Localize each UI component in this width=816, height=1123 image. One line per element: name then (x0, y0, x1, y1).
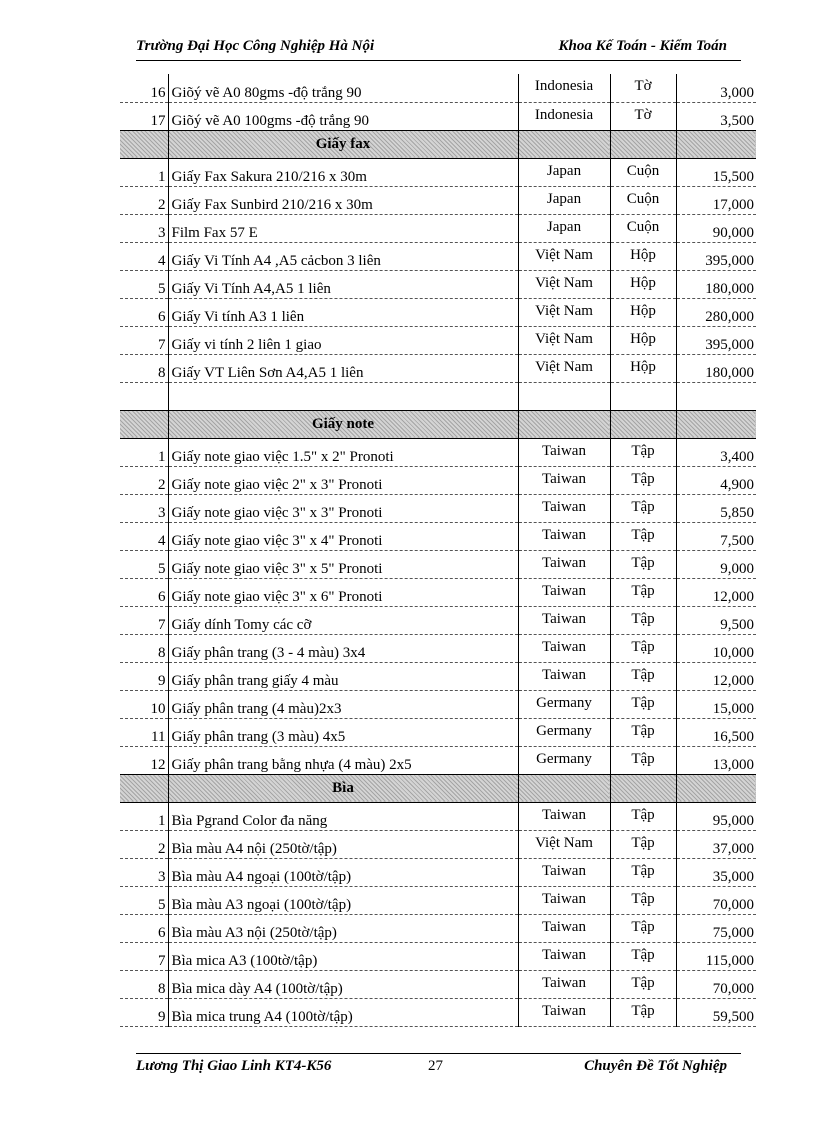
table-row (120, 494, 756, 522)
row-number: 2 (120, 466, 168, 494)
product-name: Giấy phân trang (3 - 4 màu) 3x4 (168, 634, 518, 662)
product-price: 13,000 (676, 746, 756, 774)
product-name: Giấy Vi tính A3 1 liên (168, 298, 518, 326)
price-table-wrapper (120, 74, 756, 1027)
product-origin: Japan (518, 186, 610, 214)
product-origin: Taiwan (518, 998, 610, 1026)
product-unit: Cuộn (610, 158, 676, 186)
product-price: 180,000 (676, 270, 756, 298)
product-name: Bìa Pgrand Color đa năng (168, 802, 518, 830)
product-name: Giấy Fax Sakura 210/216 x 30m (168, 158, 518, 186)
row-number: 9 (120, 662, 168, 690)
product-price: 59,500 (676, 998, 756, 1026)
product-name: Bìa màu A4 nội (250tờ/tập) (168, 830, 518, 858)
product-unit: Tập (610, 914, 676, 942)
section-cell-empty (676, 130, 756, 158)
product-name: Bìa mica trung A4 (100tờ/tập) (168, 998, 518, 1026)
section-cell-empty (120, 774, 168, 802)
product-name: Giấy phân trang (3 màu) 4x5 (168, 718, 518, 746)
product-name: Giấy dính Tomy các cỡ (168, 606, 518, 634)
table-row (120, 746, 756, 774)
row-number: 9 (120, 998, 168, 1026)
product-price: 70,000 (676, 886, 756, 914)
table-row (120, 942, 756, 970)
table-row (120, 718, 756, 746)
product-name: Giấy VT Liên Sơn A4,A5 1 liên (168, 354, 518, 382)
product-name: Giấy note giao việc 3" x 5" Pronoti (168, 550, 518, 578)
row-number: 1 (120, 438, 168, 466)
product-price: 35,000 (676, 858, 756, 886)
row-number: 3 (120, 858, 168, 886)
product-price: 115,000 (676, 942, 756, 970)
product-unit: Hộp (610, 270, 676, 298)
product-unit: Tập (610, 998, 676, 1026)
product-name: Giấy phân trang (4 màu)2x3 (168, 690, 518, 718)
product-origin: Việt Nam (518, 354, 610, 382)
section-cell-empty (610, 130, 676, 158)
table-row (120, 74, 756, 102)
product-unit: Hộp (610, 354, 676, 382)
row-number: 8 (120, 970, 168, 998)
header-school: Trường Đại Học Công Nghiệp Hà Nội (136, 38, 375, 54)
product-name: Giấy Vi Tính A4,A5 1 liên (168, 270, 518, 298)
product-origin: Taiwan (518, 438, 610, 466)
product-name: Bìa mica A3 (100tờ/tập) (168, 942, 518, 970)
product-name: Giấy Fax Sunbird 210/216 x 30m (168, 186, 518, 214)
blank-cell (120, 382, 168, 410)
row-number: 7 (120, 606, 168, 634)
product-unit: Hộp (610, 298, 676, 326)
product-unit: Tập (610, 886, 676, 914)
row-number: 6 (120, 914, 168, 942)
product-unit: Tập (610, 494, 676, 522)
product-name: Bìa màu A4 ngoại (100tờ/tập) (168, 858, 518, 886)
table-row (120, 214, 756, 242)
page-header (136, 38, 741, 61)
page-number: 27 (428, 1058, 443, 1074)
table-row (120, 326, 756, 354)
table-row (120, 858, 756, 886)
price-table-body (120, 74, 756, 1026)
table-row (120, 522, 756, 550)
table-row (120, 970, 756, 998)
product-price: 75,000 (676, 914, 756, 942)
row-number: 8 (120, 354, 168, 382)
row-number: 4 (120, 242, 168, 270)
product-unit: Tập (610, 578, 676, 606)
product-origin: Taiwan (518, 970, 610, 998)
product-name: Giấy phân trang giấy 4 màu (168, 662, 518, 690)
product-unit: Tập (610, 746, 676, 774)
product-origin: Taiwan (518, 942, 610, 970)
table-row (120, 690, 756, 718)
product-origin: Taiwan (518, 634, 610, 662)
blank-cell (168, 382, 518, 410)
page-footer (136, 1053, 741, 1078)
product-price: 15,000 (676, 690, 756, 718)
row-number: 4 (120, 522, 168, 550)
row-number: 7 (120, 942, 168, 970)
product-origin: Taiwan (518, 606, 610, 634)
product-unit: Tập (610, 718, 676, 746)
product-price: 17,000 (676, 186, 756, 214)
row-number: 5 (120, 550, 168, 578)
product-origin: Việt Nam (518, 242, 610, 270)
row-number: 6 (120, 298, 168, 326)
product-name: Giấy note giao việc 2" x 3" Pronoti (168, 466, 518, 494)
product-unit: Hộp (610, 326, 676, 354)
section-cell-empty (676, 774, 756, 802)
product-price: 16,500 (676, 718, 756, 746)
row-number: 7 (120, 326, 168, 354)
product-price: 3,000 (676, 74, 756, 102)
product-origin: Taiwan (518, 662, 610, 690)
product-price: 3,400 (676, 438, 756, 466)
row-number: 1 (120, 802, 168, 830)
section-header-row (120, 130, 756, 158)
product-origin: Taiwan (518, 522, 610, 550)
table-row (120, 354, 756, 382)
section-header-row (120, 410, 756, 438)
product-origin: Taiwan (518, 550, 610, 578)
row-number: 17 (120, 102, 168, 130)
product-price: 7,500 (676, 522, 756, 550)
product-name: Bìa mica dày A4 (100tờ/tập) (168, 970, 518, 998)
product-name: Giấy note giao việc 3" x 4" Pronoti (168, 522, 518, 550)
product-origin: Germany (518, 718, 610, 746)
product-origin: Taiwan (518, 494, 610, 522)
product-name: Film Fax 57 E (168, 214, 518, 242)
table-row (120, 662, 756, 690)
product-origin: Việt Nam (518, 270, 610, 298)
product-price: 395,000 (676, 242, 756, 270)
product-name: Giõý vẽ A0 100gms -độ trắng 90 (168, 102, 518, 130)
product-origin: Taiwan (518, 802, 610, 830)
table-row (120, 634, 756, 662)
product-unit: Tập (610, 662, 676, 690)
product-origin: Taiwan (518, 466, 610, 494)
table-row (120, 830, 756, 858)
header-faculty: Khoa Kế Toán - Kiểm Toán (558, 38, 727, 54)
section-title: Giấy note (168, 410, 518, 438)
table-row (120, 886, 756, 914)
product-unit: Tập (610, 690, 676, 718)
product-price: 37,000 (676, 830, 756, 858)
product-origin: Indonesia (518, 74, 610, 102)
product-name: Bìa màu A3 ngoại (100tờ/tập) (168, 886, 518, 914)
product-unit: Cuộn (610, 186, 676, 214)
product-price: 9,500 (676, 606, 756, 634)
product-unit: Tập (610, 830, 676, 858)
product-origin: Taiwan (518, 858, 610, 886)
product-unit: Tập (610, 858, 676, 886)
product-price: 180,000 (676, 354, 756, 382)
product-origin: Germany (518, 746, 610, 774)
product-origin: Indonesia (518, 102, 610, 130)
product-unit: Tập (610, 466, 676, 494)
blank-row (120, 382, 756, 410)
product-unit: Tập (610, 550, 676, 578)
blank-cell (610, 382, 676, 410)
product-price: 5,850 (676, 494, 756, 522)
product-unit: Tờ (610, 102, 676, 130)
blank-cell (518, 382, 610, 410)
product-price: 12,000 (676, 578, 756, 606)
row-number: 2 (120, 830, 168, 858)
product-origin: Japan (518, 158, 610, 186)
table-row (120, 802, 756, 830)
table-row (120, 270, 756, 298)
row-number: 12 (120, 746, 168, 774)
row-number: 2 (120, 186, 168, 214)
price-table (120, 74, 756, 1027)
row-number: 8 (120, 634, 168, 662)
row-number: 5 (120, 270, 168, 298)
section-cell-empty (120, 130, 168, 158)
product-name: Giấy vi tính 2 liên 1 giao (168, 326, 518, 354)
product-origin: Việt Nam (518, 326, 610, 354)
product-price: 3,500 (676, 102, 756, 130)
row-number: 5 (120, 886, 168, 914)
product-unit: Tờ (610, 74, 676, 102)
product-name: Giấy note giao việc 3" x 6" Pronoti (168, 578, 518, 606)
blank-cell (676, 382, 756, 410)
footer-author: Lương Thị Giao Linh KT4-K56 (136, 1058, 332, 1074)
product-price: 95,000 (676, 802, 756, 830)
table-row (120, 438, 756, 466)
product-unit: Tập (610, 802, 676, 830)
product-price: 4,900 (676, 466, 756, 494)
product-name: Bìa màu A3 nội (250tờ/tập) (168, 914, 518, 942)
table-row (120, 298, 756, 326)
product-name: Giấy phân trang bằng nhựa (4 màu) 2x5 (168, 746, 518, 774)
section-cell-empty (120, 410, 168, 438)
section-header-row (120, 774, 756, 802)
product-origin: Taiwan (518, 886, 610, 914)
section-title: Giấy fax (168, 130, 518, 158)
product-unit: Hộp (610, 242, 676, 270)
table-row (120, 550, 756, 578)
row-number: 10 (120, 690, 168, 718)
product-name: Giõý vẽ A0 80gms -độ trắng 90 (168, 74, 518, 102)
table-row (120, 102, 756, 130)
product-price: 395,000 (676, 326, 756, 354)
product-origin: Taiwan (518, 578, 610, 606)
table-row (120, 242, 756, 270)
product-name: Giấy note giao việc 1.5" x 2" Pronoti (168, 438, 518, 466)
table-row (120, 606, 756, 634)
table-row (120, 466, 756, 494)
product-name: Giấy Vi Tính A4 ,A5 cảcbon 3 liên (168, 242, 518, 270)
product-price: 9,000 (676, 550, 756, 578)
section-cell-empty (610, 774, 676, 802)
product-price: 15,500 (676, 158, 756, 186)
row-number: 11 (120, 718, 168, 746)
footer-title: Chuyên Đề Tốt Nghiệp (584, 1058, 727, 1074)
row-number: 16 (120, 74, 168, 102)
product-unit: Tập (610, 942, 676, 970)
table-row (120, 998, 756, 1026)
row-number: 1 (120, 158, 168, 186)
section-title: Bìa (168, 774, 518, 802)
section-cell-empty (518, 410, 610, 438)
section-cell-empty (518, 130, 610, 158)
section-cell-empty (518, 774, 610, 802)
row-number: 3 (120, 214, 168, 242)
product-price: 90,000 (676, 214, 756, 242)
section-cell-empty (676, 410, 756, 438)
product-origin: Việt Nam (518, 830, 610, 858)
table-row (120, 578, 756, 606)
table-row (120, 186, 756, 214)
product-price: 10,000 (676, 634, 756, 662)
product-origin: Germany (518, 690, 610, 718)
product-name: Giấy note giao việc 3" x 3" Pronoti (168, 494, 518, 522)
product-price: 70,000 (676, 970, 756, 998)
product-unit: Tập (610, 970, 676, 998)
row-number: 3 (120, 494, 168, 522)
product-unit: Tập (610, 438, 676, 466)
row-number: 6 (120, 578, 168, 606)
product-price: 12,000 (676, 662, 756, 690)
product-origin: Japan (518, 214, 610, 242)
product-unit: Tập (610, 634, 676, 662)
table-row (120, 914, 756, 942)
product-unit: Tập (610, 606, 676, 634)
product-origin: Taiwan (518, 914, 610, 942)
product-unit: Cuộn (610, 214, 676, 242)
table-row (120, 158, 756, 186)
product-price: 280,000 (676, 298, 756, 326)
product-origin: Việt Nam (518, 298, 610, 326)
section-cell-empty (610, 410, 676, 438)
product-unit: Tập (610, 522, 676, 550)
